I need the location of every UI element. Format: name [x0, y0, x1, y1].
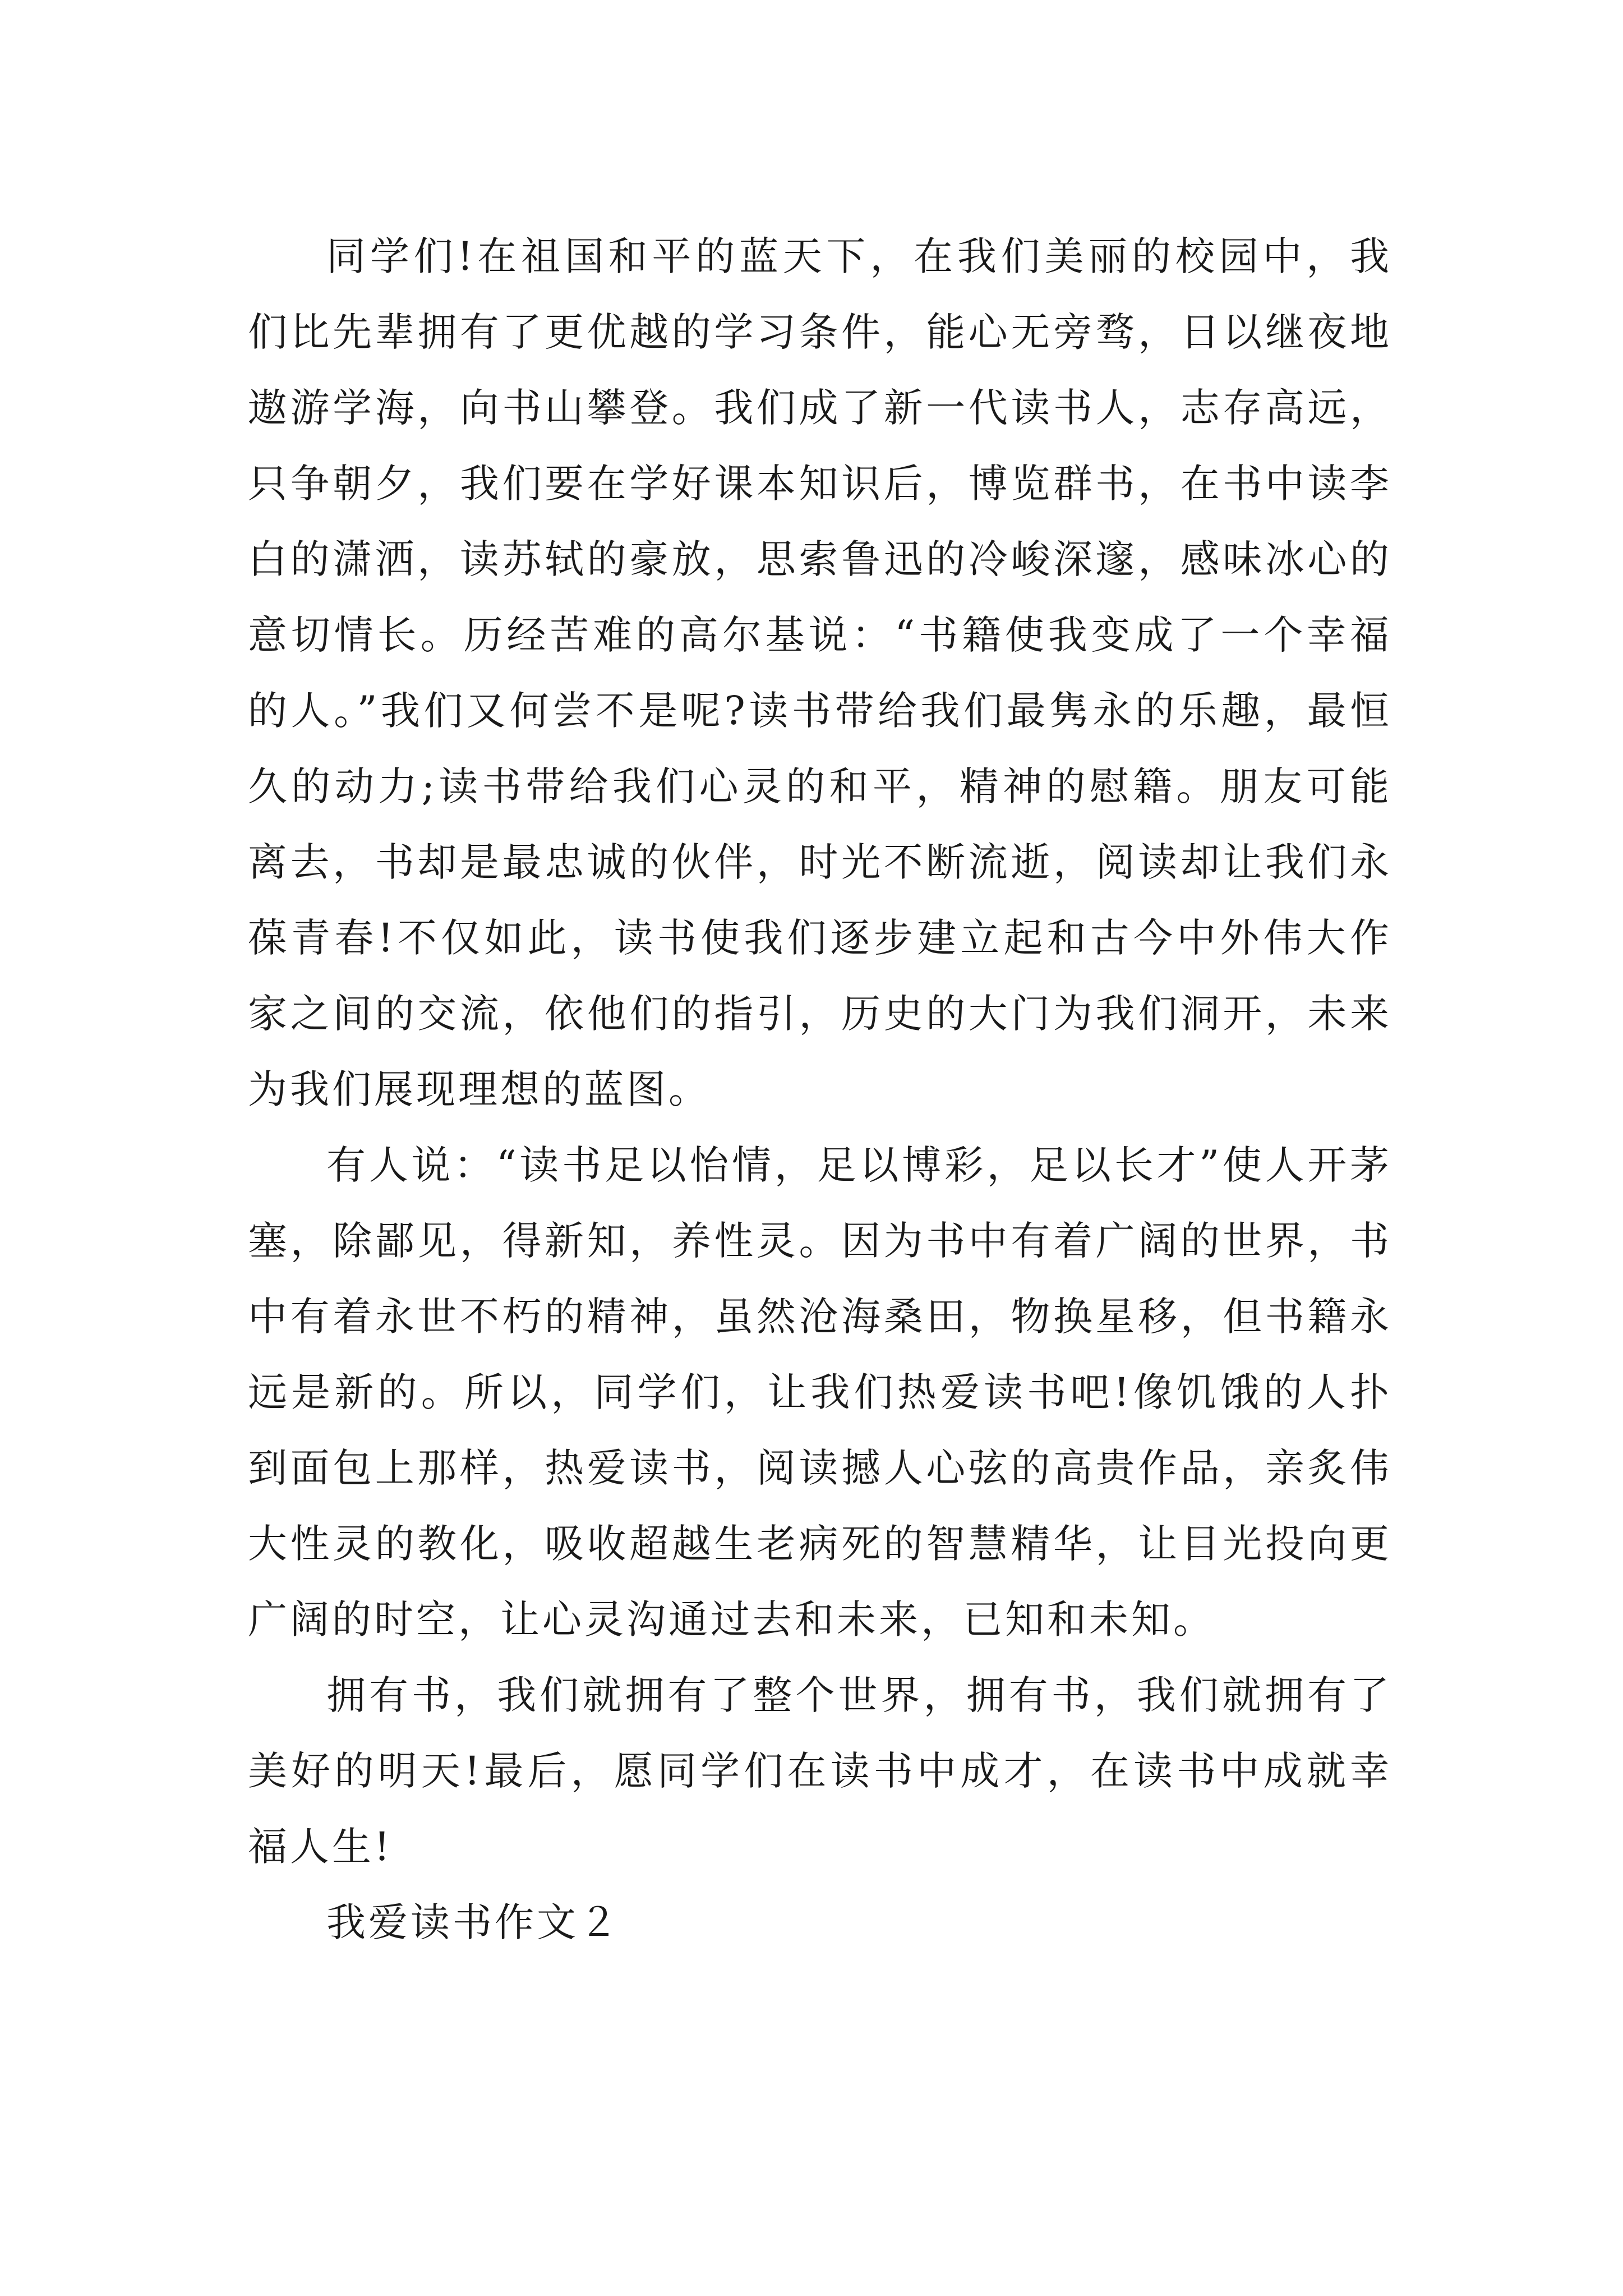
paragraph-1: 同学们!在祖国和平的蓝天下，在我们美丽的校园中，我们比先辈拥有了更优越的学习条件，能心无旁骛，日以继夜地遨游学海，向书山攀登。我们成了新一代读书人，志存高远，只争朝夕，我们要在学好课本知识后，博览群书，在书中读李白的潇洒，读苏轼的豪放，思索鲁迅的冷峻深邃，感味冰心的意切情长。历经苦难的高尔基说：“书籍使我变成了一个幸福的人。”我们又何尝不是呢?读书带给我们最隽永的乐趣，最恒久的动力;读书带给我们心灵的和平，精神的慰籍。朋友可能离去，书却是最忠诚的伙伴，时光不断流逝，阅读却让我们永葆青春!不仅如此，读书使我们逐步建立起和古今中外伟大作家之间的交流，依他们的指引，历史的大门为我们洞开，未来为我们展现理想的蓝图。 — [248, 233, 1392, 1112]
paragraph-2: 有人说：“读书足以怡情，足以博彩，足以长才”使人开茅塞，除鄙见，得新知，养性灵。因为书中有着广阔的世界，书中有着永世不朽的精神，虽然沧海桑田，物换星移，但书籍永远是新的。所以，同学们，让我们热爱读书吧!像饥饿的人扑到面包上那样，热爱读书，阅读撼人心弦的高贵作品，亲炙伟大性灵的教化，吸收超越生老病死的智慧精华，让目光投向更广阔的时空，让心灵沟通过去和未来，已知和未知。 — [248, 1142, 1392, 1642]
document-body — [248, 219, 1392, 1961]
section-heading: 我爱读书作文２ — [326, 1899, 621, 1945]
paragraph-3: 拥有书，我们就拥有了整个世界，拥有书，我们就拥有了美好的明天!最后，愿同学们在读书中成才，在读书中成就幸福人生! — [248, 1672, 1392, 1870]
